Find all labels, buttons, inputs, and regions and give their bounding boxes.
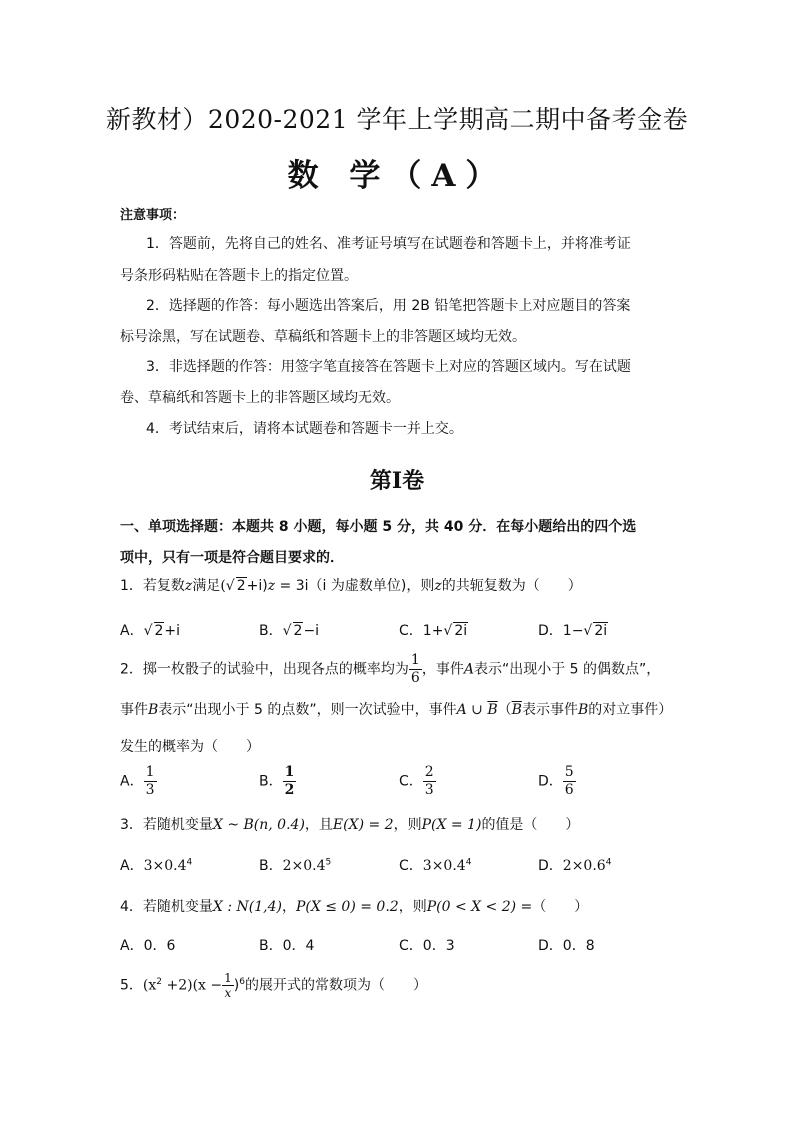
q1-text-post: 的共轭复数为（ ） — [441, 578, 582, 594]
option-label: B． — [259, 623, 283, 639]
q1-text: 1．若复数 — [120, 578, 185, 594]
frac-den: 2 — [284, 782, 295, 798]
q2-fraction — [409, 652, 422, 687]
option-label: B． — [259, 938, 283, 954]
notice-item-2-line2: 标号涂黑，写在试题卷、草稿纸和答题卡上的非答题区域均无效。 — [120, 329, 526, 345]
option-text: 0．4 — [282, 938, 315, 954]
q1-eq-open: ( — [220, 578, 226, 594]
q2-var-b3: B — [577, 702, 589, 718]
option-post: −i — [303, 623, 320, 639]
option-label: D． — [538, 623, 563, 639]
q1-eq-rest: +i) — [246, 578, 268, 594]
q1-text-paren: （i 为虚数单位)，则 — [308, 578, 435, 594]
q5-text-post: 的展开式的常数项为（ ） — [244, 977, 427, 994]
sqrt-symbol: √ — [225, 578, 235, 594]
q2-text-post: 表示“出现小于 5 的偶数点”， — [473, 661, 661, 678]
sqrt-symbol: √ — [443, 623, 453, 639]
q1-var-z: z — [184, 578, 193, 594]
q2-text-mid: ，事件 — [421, 661, 464, 678]
q4-text: 4．若随机变量 — [120, 899, 213, 915]
frac-den: 3 — [424, 782, 434, 798]
option-base: 2×0.4 — [282, 858, 326, 874]
q2-text-mid: 表示“出现小于 5 的点数”，则一次试验中，事件 — [158, 702, 457, 718]
q3-option-c[interactable] — [399, 855, 471, 875]
q1-eq-end: = 3i — [275, 578, 309, 594]
q2-union: A ∪ — [456, 702, 488, 718]
option-label: D． — [538, 938, 563, 954]
q5-expr3: ) — [233, 977, 240, 994]
q5-frac-den: x — [224, 986, 232, 1001]
q2-frac-den: 6 — [410, 670, 420, 686]
q4-text-mid2: ，则 — [398, 899, 427, 915]
q1-option-d[interactable] — [538, 620, 608, 640]
option-label: B． — [259, 858, 283, 874]
q4-option-d[interactable] — [538, 935, 595, 955]
q2-text: 2．掷一枚骰子的试验中，出现各点的概率均为 — [120, 661, 409, 678]
option-label: C． — [399, 858, 423, 874]
frac-den: 6 — [564, 782, 574, 798]
q2-paren-end: 的对立事件） — [588, 702, 673, 718]
section-intro-line1: 一、单项选择题：本题共 8 小题，每小题 5 分，共 40 分．在每小题给出的四个选 — [120, 519, 637, 535]
q3-text-mid2: ，则 — [393, 817, 422, 833]
q4-ask: P(0 < X < 2) = — [426, 899, 533, 915]
notice-item-1-line1: 1．答题前，先将自己的姓名、准考证号填写在试题卷和答题卡上，并将准考证 — [146, 236, 631, 252]
notice-item-3-line1: 3．非选择题的作答：用签字笔直接答在答题卡上对应的答题区域内。写在试题 — [146, 359, 631, 375]
q2-paren-mid: 表示事件 — [521, 702, 578, 718]
question-4 — [120, 891, 588, 923]
q5-expr1: (x — [142, 977, 157, 994]
q3-option-a[interactable] — [120, 855, 192, 875]
option-label: D． — [538, 773, 563, 790]
option-fraction — [283, 764, 297, 799]
option-pre: 1− — [562, 623, 584, 639]
option-label: C． — [399, 773, 423, 790]
q5-exp2: 6 — [239, 977, 245, 987]
frac-num: 1 — [145, 764, 155, 780]
option-root: 2i — [454, 623, 468, 639]
exam-title: 新教材）2020-2021 学年上学期高二期中备考金卷 — [105, 105, 689, 134]
notice-heading: 注意事项： — [120, 208, 186, 223]
option-fraction — [423, 764, 436, 799]
q2-option-b[interactable] — [259, 764, 296, 799]
q2-option-d[interactable] — [538, 764, 576, 799]
option-label: A． — [120, 623, 144, 639]
q4-option-b[interactable] — [259, 935, 314, 955]
option-root: 2 — [154, 623, 164, 639]
q4-text-post: （ ） — [532, 899, 589, 915]
q2-frac-num: 1 — [410, 652, 420, 668]
q5-text: 5． — [120, 977, 143, 994]
frac-den: 3 — [145, 782, 155, 798]
question-5 — [120, 966, 427, 1002]
q3-text: 3．若随机变量 — [120, 817, 213, 833]
option-exp: 4 — [186, 857, 193, 868]
option-label: A． — [120, 773, 144, 790]
option-base: 3×0.4 — [143, 858, 187, 874]
option-label: A． — [120, 858, 144, 874]
notice-item-3-line2: 卷、草稿纸和答题卡上的非答题区域均无效。 — [120, 390, 400, 406]
q3-text-mid1: ，且 — [304, 817, 333, 833]
frac-num: 2 — [424, 764, 434, 780]
q5-fraction — [222, 971, 234, 1000]
q2-var-a: A — [463, 661, 474, 678]
option-pre: 1+ — [422, 623, 444, 639]
sqrt-symbol: √ — [583, 623, 593, 639]
q2-option-c[interactable] — [399, 764, 436, 799]
section-intro-line2: 项中，只有一项是符合题目要求的． — [120, 550, 344, 566]
q5-expr2: +2)(x − — [162, 977, 223, 994]
q2-paren-open: （ — [497, 702, 512, 718]
sqrt-symbol: √ — [143, 623, 153, 639]
notice-item-1-line2: 号条形码粘贴在答题卡上的指定位置。 — [120, 268, 358, 284]
option-post: +i — [164, 623, 181, 639]
option-root: 2i — [594, 623, 608, 639]
q2-var-bbar: $\overline{B}$ — [487, 702, 498, 718]
q3-text-post: 的值是（ ） — [481, 817, 580, 833]
option-root: 2 — [293, 623, 303, 639]
q1-eq-root: 2 — [236, 578, 246, 594]
section-title: 第Ⅰ卷 — [369, 468, 425, 494]
option-base: 3×0.4 — [422, 858, 466, 874]
frac-num: 5 — [564, 764, 574, 780]
question-3 — [120, 809, 579, 841]
option-text: 0．3 — [422, 938, 455, 954]
option-label: A． — [120, 938, 144, 954]
question-2-line2 — [120, 694, 672, 726]
notice-item-4: 4．考试结束后，请将本试题卷和答题卡一并上交。 — [146, 421, 463, 437]
sqrt-symbol: √ — [282, 623, 292, 639]
notice-item-2-line1: 2．选择题的作答：每小题选出答案后，用 2B 铅笔把答题卡上对应题目的答案 — [146, 298, 631, 314]
option-fraction — [563, 764, 576, 799]
option-exp: 4 — [605, 857, 612, 868]
q2-var-bbar2: $\overline{B}$ — [511, 702, 522, 718]
q3-cond: E(X) = 2 — [332, 817, 394, 833]
q1-text-mid: 满足 — [192, 578, 221, 594]
q4-option-c[interactable] — [399, 935, 455, 955]
option-exp: 4 — [465, 857, 472, 868]
q5-exp1: 2 — [156, 977, 163, 987]
frac-num: 1 — [284, 764, 295, 780]
option-text: 0．6 — [143, 938, 176, 954]
q5-frac-num: 1 — [224, 971, 232, 986]
option-label: C． — [399, 623, 423, 639]
q4-dist: X : N(1,4) — [212, 899, 282, 915]
q1-option-b[interactable] — [259, 620, 319, 640]
subject-title: 数 学（A） — [287, 158, 507, 194]
q2-text: 事件 — [120, 702, 148, 718]
q4-cond: P(X ≤ 0) = 0.2 — [295, 899, 399, 915]
question-2-line1 — [120, 652, 660, 687]
option-exp: 5 — [325, 857, 332, 868]
option-label: C． — [399, 938, 423, 954]
q3-ask: P(X = 1) — [421, 817, 482, 833]
q1-option-c[interactable] — [399, 620, 468, 640]
question-1 — [120, 570, 582, 602]
q1-option-a[interactable] — [120, 620, 180, 640]
question-2-line3: 发生的概率为（ ） — [120, 739, 260, 755]
option-label: B． — [259, 773, 283, 790]
q1-eq-z: z — [267, 578, 276, 594]
option-text: 0．8 — [562, 938, 595, 954]
option-base: 2×0.6 — [562, 858, 606, 874]
q4-option-a[interactable] — [120, 935, 175, 955]
q3-option-d[interactable] — [538, 855, 611, 875]
option-label: D． — [538, 858, 563, 874]
option-fraction — [144, 764, 157, 799]
q3-dist: X ~ B(n, 0.4) — [212, 817, 305, 833]
q1-var-z2: z — [434, 578, 442, 594]
q3-option-b[interactable] — [259, 855, 331, 875]
q2-var-b: B — [148, 702, 159, 718]
q4-text-mid1: ， — [281, 899, 296, 915]
q2-option-a[interactable] — [120, 764, 157, 799]
